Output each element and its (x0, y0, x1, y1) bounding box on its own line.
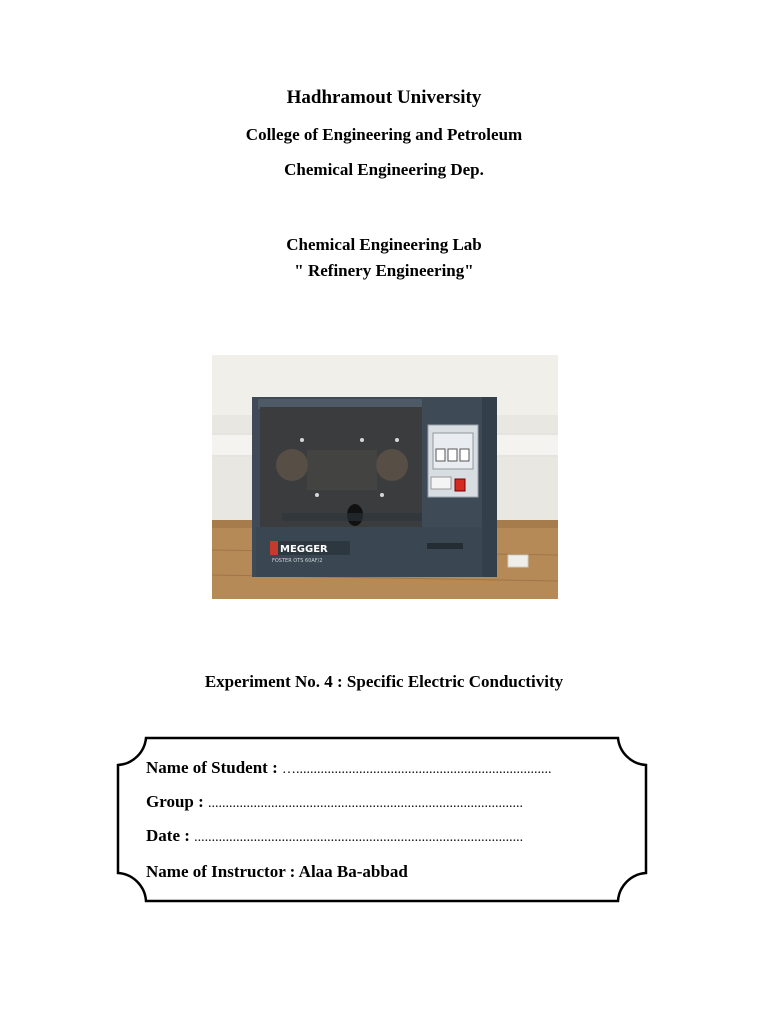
instructor-field (146, 862, 408, 882)
model-label: FOSTER OTS 60AF/2 (272, 558, 323, 564)
experiment-title: Experiment No. 4 : Specific Electric Conductivity (204, 672, 564, 691)
date-label: Date : (146, 826, 195, 845)
student-name-blank[interactable]: …......................................................................... (282, 762, 552, 777)
university-name: Hadhramout University (286, 87, 482, 108)
college-name: College of Engineering and Petroleum (245, 125, 523, 144)
instructor-name: Alaa Ba-abbad (298, 862, 408, 881)
equipment-photo (212, 355, 558, 599)
lab-subtitle: " Refinery Engineering" (294, 261, 474, 280)
group-label: Group : (146, 792, 209, 811)
student-name-field[interactable] (146, 758, 552, 778)
group-blank[interactable]: .......................................................................................... (208, 796, 524, 811)
date-field[interactable] (146, 826, 523, 846)
student-name-label: Name of Student : (146, 758, 282, 777)
date-blank[interactable]: .............................................................................................. (194, 830, 524, 845)
department-name: Chemical Engineering Dep. (284, 160, 484, 179)
instructor-label: Name of Instructor : (146, 862, 299, 881)
group-field[interactable] (146, 792, 523, 812)
lab-title: Chemical Engineering Lab (286, 235, 482, 254)
brand-label: MEGGER (280, 544, 328, 555)
